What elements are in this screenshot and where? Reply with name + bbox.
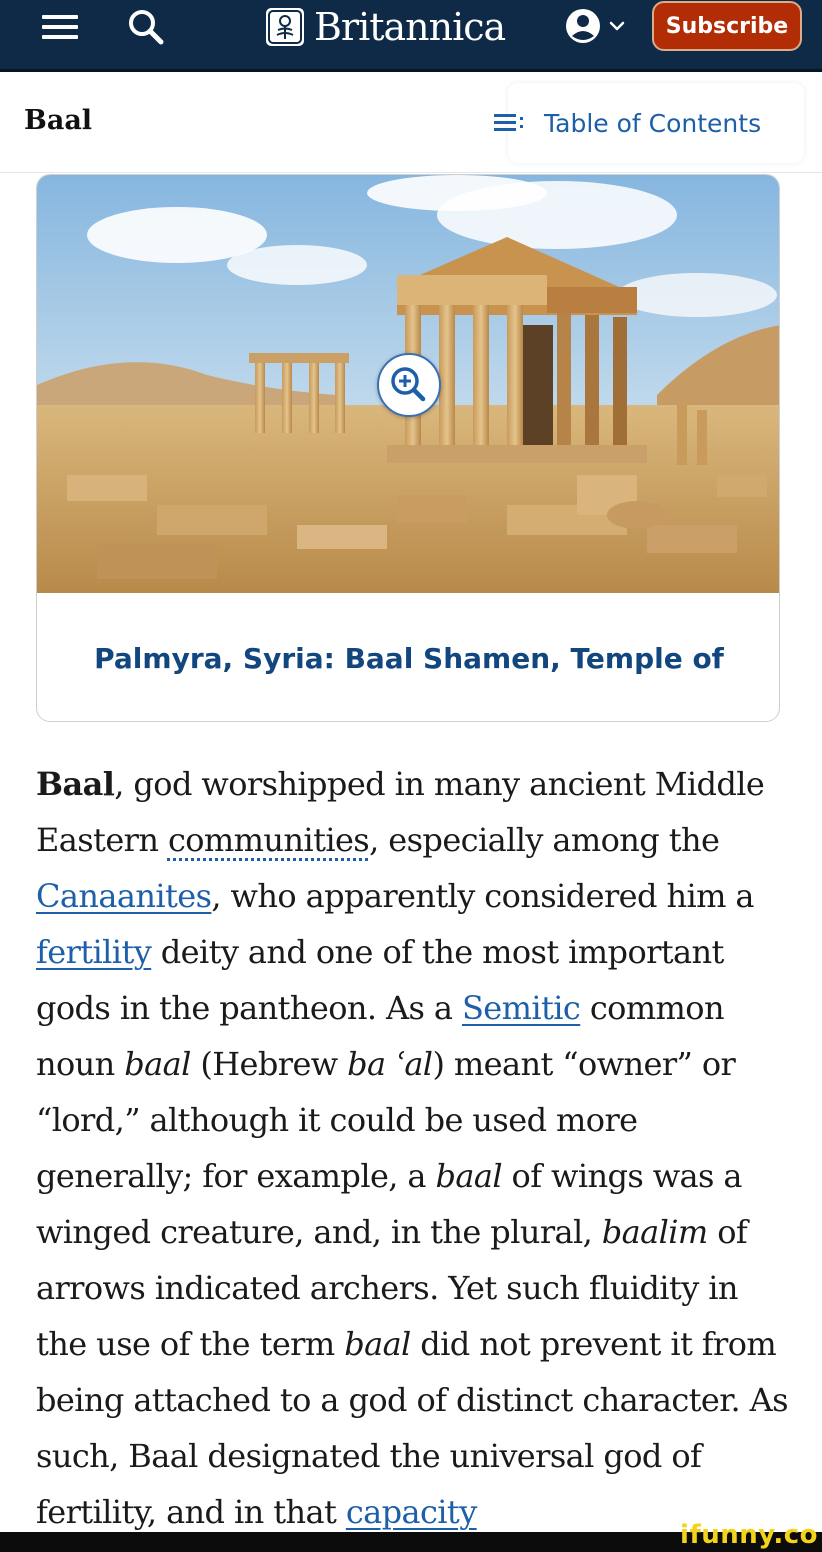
text-span: ) meant “owner” or “lord,” although it could be used more generally; for example, a [36,1045,736,1195]
italic-term: ba ʿal [347,1045,433,1083]
link-fertility[interactable]: fertility [36,933,152,971]
menu-line [42,35,78,39]
text-span: deity and one of the most important gods in the pantheon. As a [36,933,724,1027]
text-span: , who apparently considered him a [211,877,754,915]
page-title: Baal [24,105,93,136]
link-communities[interactable]: communities [167,821,370,859]
account-circle-icon [565,8,601,44]
table-of-contents-icon [494,112,528,134]
link-capacity[interactable]: capacity [345,1493,477,1531]
table-of-contents-button[interactable] [508,83,804,163]
top-navigation-bar [0,0,822,72]
lead-term: Baal [36,765,115,803]
text-span: , god worshipped in many ancient Middle Eastern [36,765,765,859]
logo-text: Britannica [314,5,506,49]
media-caption[interactable]: Palmyra, Syria: Baal Shamen, Temple of [94,641,724,675]
subscribe-button[interactable]: Subscribe [652,1,802,51]
thistle-logo-icon [266,8,304,46]
text-span: of wings was a winged creature, and, in the plural, [36,1157,742,1251]
article-paragraph [36,756,796,1540]
italic-term: baalim [601,1213,708,1251]
text-span: , especially among the [369,821,720,859]
article-title-bar [0,75,822,173]
link-canaanites[interactable]: Canaanites [36,877,212,915]
italic-term: baal [124,1045,191,1083]
text-span: did not prevent it from being attached to a god of distinct character. As such, Baal designated the universal god of fertility, and in that [36,1325,788,1531]
link-semitic[interactable]: Semitic [461,989,581,1027]
italic-term: baal [344,1325,411,1363]
hamburger-menu-icon[interactable] [42,11,78,41]
menu-line [42,15,78,19]
text-span: of arrows indicated archers. Yet such fluidity in the use of the term [36,1213,748,1363]
account-menu[interactable] [565,7,625,45]
chevron-down-icon [609,20,625,32]
italic-term: baal [435,1157,502,1195]
menu-line [42,25,78,29]
zoom-in-icon[interactable] [377,353,441,417]
text-span: (Hebrew [190,1045,348,1083]
search-icon[interactable] [124,5,168,49]
table-of-contents-label: Table of Contents [544,108,762,138]
ifunny-watermark: ifunny.co [680,1520,818,1550]
britannica-logo[interactable] [266,4,505,50]
featured-media-card [36,174,780,722]
article-body [36,756,796,1540]
text-span: common noun [36,989,724,1083]
